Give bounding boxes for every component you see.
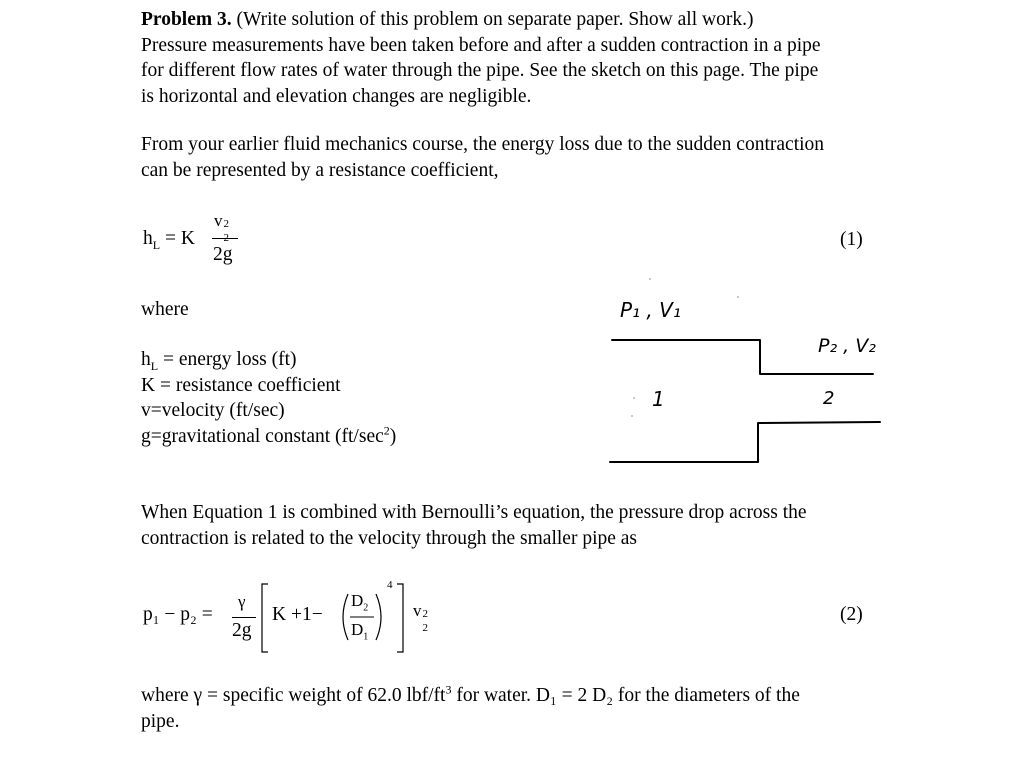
problem-body-line: is horizontal and elevation changes are negligible. [141,85,532,107]
problem-body-line: Pressure measurements have been taken before and after a sudden contraction in a pipe [141,34,821,56]
eq2-gamma: γ [238,592,246,611]
eq2-k-plus: K +1− [272,604,323,625]
bernoulli-line: contraction is related to the velocity through the smaller pipe as [141,527,638,549]
eq1-number: (1) [840,229,863,250]
sketch-label-p2-v2: P₂ , V₂ [818,335,876,357]
eq2-velocity: v 2 2 [413,601,428,634]
definition-v: v=velocity (ft/sec) [141,400,285,421]
eq1-denominator: 2g [213,244,233,265]
definition-hl: $h_L$ = energy loss (ft) [141,349,297,373]
intro-line: can be represented by a resistance coefficient, [141,159,499,181]
eq2-lhs: p₁ − p₂ = [143,604,213,625]
bernoulli-line: When Equation 1 is combined with Bernoulli’s equation, the pressure drop across the [141,502,807,523]
footer-line-2: pipe. [141,710,180,732]
eq2-d-numerator: $D_2$ [351,591,369,614]
footer-paragraph [141,683,800,734]
eq2-two-g: 2g [232,620,252,641]
sketch-label-p1-v1: P₁ , V₁ [620,298,681,322]
definition-g: g=gravitational constant $(ft/\sec^2)$ [141,423,397,447]
sketch-label-section-1: 1 [652,387,665,411]
problem-body-line: for different flow rates of water through the pipe. See the sketch on this page. The pipe [141,60,819,81]
eq2-number: (2) [840,604,863,625]
sketch-label-section-2: 2 [823,388,835,409]
eq2-d-denominator: $D_1$ [351,620,369,643]
problem-instruction: (Write solution of this problem on separate paper. Show all work.) [236,9,754,30]
definition-k: K = resistance coefficient [141,374,341,396]
footer-line-1: where γ = specific weight of 62.0 lbf/$ft^3$ for water. D₁ = 2 D₂ for the diameters of the [141,682,800,706]
problem-title: Problem 3. [141,9,232,30]
intro-line: From your earlier fluid mechanics course, the energy loss due to the sudden contraction [141,134,825,155]
eq2-exponent: 4 [387,579,393,591]
where-label: where [141,299,189,320]
eq1-lhs: $h_L = K$ [143,228,195,252]
eq1-numerator: v 2 [214,211,229,230]
